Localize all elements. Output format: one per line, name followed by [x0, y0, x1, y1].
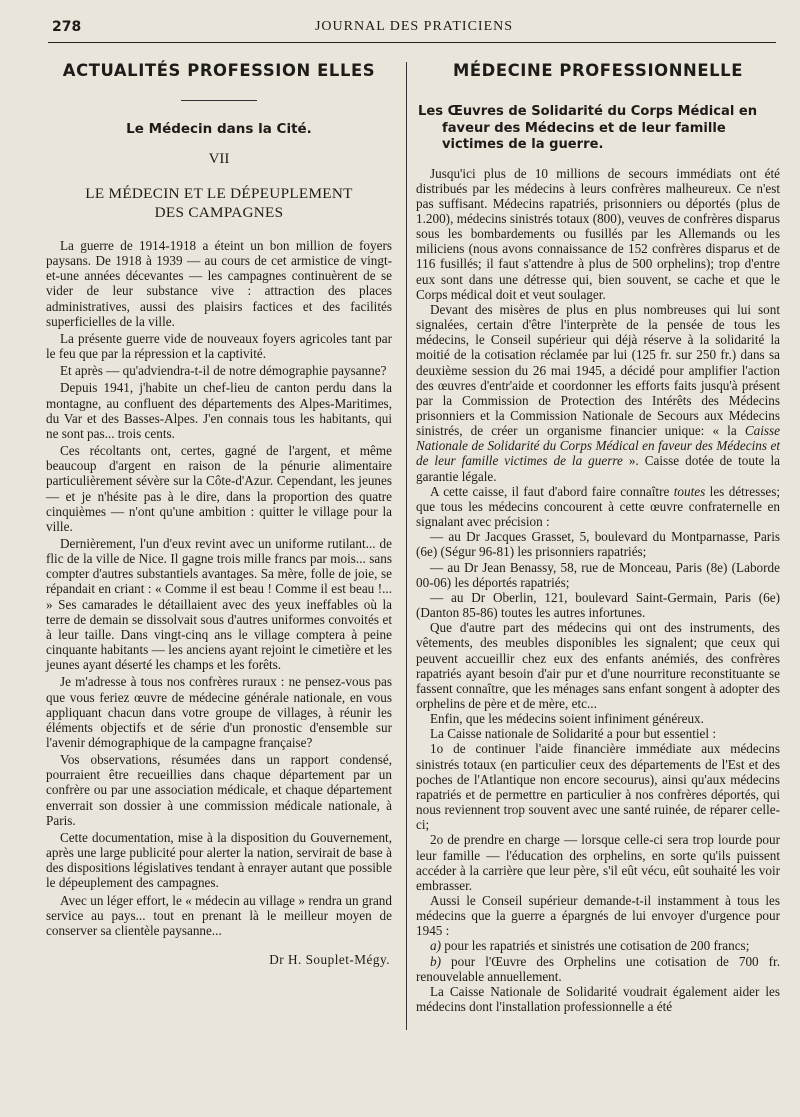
header-rule — [48, 42, 776, 43]
article-title-line: LE MÉDECIN ET LE DÉPEUPLEMENT — [85, 185, 353, 202]
paragraph — [416, 302, 780, 484]
article-body — [416, 166, 780, 1015]
list-item — [416, 954, 780, 984]
text: Devant des misères de plus en plus nombreuses qui lui sont signalées, certain d'être l'interprète de la pensée de tous les médecins, le Conseil supérieur qui déjà réserve à la solidarité la moitié de la cotisation réclamée par lui (125 fr. sur 250 fr.) dans sa deuxième session du 26 mai 1945, a décidé pour amplifier l'action des œuvres d'entr'aide et coordonner les efforts faits jusqu'à présent par la Commission de Protection des Intérêts des Médecins prisonniers et la Commission Nationale de Secours aux Médecins sinistrés, de créer un organisme financier unique: « la — [416, 301, 780, 439]
paragraph: La guerre de 1914-1918 a éteint un bon million de foyers paysans. De 1918 à 1939 — au cours de cet armistice de vingt-et-une années décevantes — les campagnes continuèrent de se vider de leur substance vive : attraction des places administratives, aussi des plaisirs factices et des facilités superficielles de la ville. — [46, 238, 392, 329]
paragraph: Avec un léger effort, le « médecin au village » rendra un grand service au pays... tout en prenant là le meilleur moyen de conserver sa clientèle paysanne... — [46, 892, 392, 938]
paragraph: Dernièrement, l'un d'eux revint avec un uniforme rutilant... de flic de la ville de Nice. Il gagne trois mille francs par mois... sans compter d'autres substantiels avantages. Sa mère, folle de joie, se répandait en criant : « Comme il est beau ! Comme il est beau !... » Ses camarades le détaillaient avec des yeux ineffables où la terre de demain se dissolvait sous d'autres uniformes convoités et à leur taille. Dans vingt-cinq ans le village comptera à peine cinquante habitants — les anciens ayant rejoint le cimetière et les jeunes ayant déserté les champs et les forêts. — [46, 535, 392, 673]
column-subtitle: Le Médecin dans la Cité. — [126, 121, 312, 137]
list-item — [416, 938, 780, 953]
paragraph: Que d'autre part des médecins qui ont des instruments, des vêtements, des meubles disponibles les signalent; que ceux qui peuvent accueillir chez eux des enfants anémiés, des confrères rapatriés ayant besoin d'air pur et d'une nourriture reconstituante se fassent connaître, que les ménages sans enfant songent à adopter des orphelins de père et de mère, etc... — [416, 620, 780, 711]
article-body — [46, 238, 392, 938]
paragraph: Enfin, que les médecins soient infiniment généreux. — [430, 711, 704, 727]
text: pour l'Œuvre des Orphelins une cotisation de 700 fr. renouvelable annuellement. — [416, 953, 780, 984]
article-title — [46, 184, 392, 222]
paragraph: Jusqu'ici plus de 10 millions de secours immédiats ont été distribués par les médecins à leurs confrères malheureux. Ce n'est pas suffisant. Médecins rapatriés, prisonniers ou déportés (plus de 1.200), médecins sinistrés totaux (800), veuves de confrères disparus sous les bombardements ou fusillés par les Allemands ou les miliciens (nous avons connaissance de 152 confrères disparus et de 116 fusillés; il faut s'attendre à plus de 500 orphelins); trop d'entre eux sont dans une détresse qui, bien souvent, se cache et que le Corps médical doit et veut soulager. — [416, 165, 780, 302]
paragraph: 2o de prendre en charge — lorsque celle-ci sera trop lourde pour leur famille — l'éducation des orphelins, en sorte qu'ils puissent accéder à la carrière que leur père, s'il eût vécu, eût souhaité les voir embrasser. — [416, 832, 780, 893]
list-item: — au Dr Jacques Grasset, 5, boulevard du Montparnasse, Paris (6e) (Ségur 96-81) les prisonniers rapatriés; — [416, 529, 780, 560]
paragraph: Vos observations, résumées dans un rapport condensé, pourraient être recueillies dans chaque département par un confrère ou par une association médicale, et chaque département enverrait son dossier à une commission médicale nationale, à Paris. — [46, 752, 392, 828]
paragraph: La Caisse Nationale de Solidarité voudrait également aider les médecins dont l'installation professionnelle a été — [416, 983, 780, 1015]
paragraph: La présente guerre vide de nouveaux foyers agricoles tant par le feu que par la répression et la captivité. — [46, 330, 392, 362]
list-item: — au Dr Oberlin, 121, boulevard Saint-Germain, Paris (6e) (Danton 85-86) toutes les autres infortunes. — [416, 589, 780, 621]
text: A cette caisse, il faut d'abord faire connaître — [430, 483, 674, 499]
text: ». Caisse dotée de toute la garantie légale. — [416, 453, 780, 484]
paragraph: La Caisse nationale de Solidarité a pour but essentiel : — [430, 726, 717, 742]
left-column — [46, 58, 392, 968]
paragraph: 1o de continuer l'aide financière immédiate aux médecins sinistrés totaux (en particulier ceux des départements de l'Est et des poches de l'Atlantique non encore secourus), ainsi qu'aux médecins rapatriés et de permettre en particulier à nos confrères déportés, qui nous reviennent trop souvent avec une santé ruinée, de réparer celle-ci; — [416, 741, 780, 833]
paragraph: Je m'adresse à tous nos confrères ruraux : ne pensez-vous pas que vous feriez œuvre de médecine générale nationale, en vous appliquant chacun dans votre groupe de villages, à réunir les éléments objectifs et de série d'un pronostic d'ensemble sur l'avenir démographique de la campagne française? — [46, 674, 392, 750]
list-item: — au Dr Jean Benassy, 58, rue de Monceau, Paris (8e) (Laborde 00-06) les déportés rapatriés; — [416, 559, 780, 590]
column-divider — [406, 62, 407, 1030]
text: les détresses; que tous les médecins concourent à cette œuvre confraternelle en signalant avec précision : — [416, 483, 780, 530]
right-column — [416, 58, 780, 1014]
paragraph — [416, 484, 780, 529]
left-section-title: ACTUALITÉS PROFESSION ELLES — [62, 61, 376, 80]
article-heading — [416, 104, 780, 154]
paragraph: Cette documentation, mise à la disposition du Gouvernement, après une large publicité pour alerter la nation, servirait de base à des dispositions législatives tendant à enrayer autant que possible le dépeuplement des campagnes. — [46, 829, 392, 891]
paragraph: Ces récoltants ont, certes, gagné de l'argent, et même beaucoup d'argent en raison de la pénurie alimentaire particulièrement sévère sur la Côte-d'Azur. Cependant, les jeunes — et je n'hésite pas à le dire, dans la proportion des quatre cinquièmes — n'ont qu'une ambition : quitter le village pour la ville. — [46, 443, 392, 534]
author-signature: Dr H. Souplet-Mégy. — [269, 952, 390, 968]
right-section-title: MÉDECINE PROFESSIONNELLE — [452, 61, 744, 80]
paragraph: Depuis 1941, j'habite un chef-lieu de canton perdu dans la montagne, au confluent des départements des Alpes-Maritimes, du Var et des Basses-Alpes. J'en connais tous les habitants, qui ne sont pas... trois cents. — [46, 380, 392, 441]
title-rule — [181, 100, 257, 101]
article-heading-text: Les Œuvres de Solidarité du Corps Médical en faveur des Médecins et de leur famille victimes de la guerre. — [418, 104, 758, 152]
caisse-name: Caisse Nationale de Solidarité du Corps Médical en faveur des Médecins et de leur famille victimes de la guerre — [416, 423, 780, 469]
article-title-line: DES CAMPAGNES — [154, 204, 284, 221]
paragraph: Aussi le Conseil supérieur demande-t-il instamment à tous les médecins que la guerre a épargnés de lui envoyer d'urgence pour 1945 : — [416, 893, 780, 939]
paragraph: Et après — qu'adviendra-t-il de notre démographie paysanne? — [60, 363, 387, 379]
emphasis: toutes — [673, 483, 706, 499]
item-label: a) — [430, 938, 441, 954]
text: pour les rapatriés et sinistrés une cotisation de 200 francs; — [441, 938, 750, 954]
journal-title: JOURNAL DES PRATICIENS — [314, 19, 514, 34]
page-number: 278 — [52, 19, 82, 35]
item-label: b) — [430, 953, 441, 969]
running-header — [52, 14, 776, 40]
part-number: VII — [208, 151, 230, 167]
